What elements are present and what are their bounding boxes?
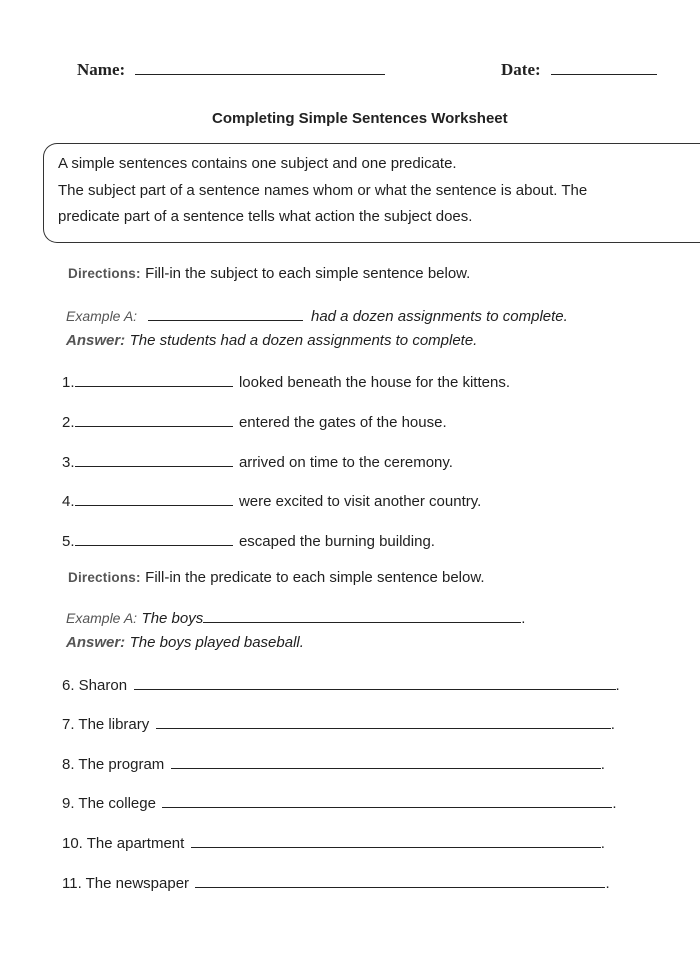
item-number: 4. xyxy=(62,493,75,510)
item-text: were excited to visit another country. xyxy=(238,493,482,510)
answer-label: Answer: xyxy=(66,634,126,651)
example-text: The boys xyxy=(141,610,204,627)
item-number: 1. xyxy=(62,374,75,391)
period: . xyxy=(600,835,605,852)
answer-text: The boys played baseball. xyxy=(129,634,304,651)
item-number: 5. xyxy=(62,533,75,550)
answer-text: The students had a dozen assignments to complete. xyxy=(129,332,478,349)
item-number: 2. xyxy=(62,414,75,431)
answer-blank[interactable] xyxy=(162,793,612,808)
period: . xyxy=(615,677,620,694)
directions-label: Directions: xyxy=(68,570,141,585)
intro-line-3: predicate part of a sentence tells what action the subject does. xyxy=(58,208,473,225)
answer-1 xyxy=(66,332,477,350)
answer-blank[interactable] xyxy=(134,675,616,690)
period: . xyxy=(612,795,617,812)
example-text: had a dozen assignments to complete. xyxy=(310,308,568,325)
list-item xyxy=(62,873,610,893)
item-text: 10. The apartment xyxy=(62,835,185,852)
answer-blank[interactable] xyxy=(75,372,233,387)
example-2 xyxy=(66,608,525,628)
answer-label: Answer: xyxy=(66,332,126,349)
list-item xyxy=(62,412,447,432)
example-blank xyxy=(203,608,521,623)
directions-label: Directions: xyxy=(68,266,141,281)
list-item xyxy=(62,372,510,392)
list-item xyxy=(62,675,620,695)
item-text: 7. The library xyxy=(62,716,150,733)
answer-blank[interactable] xyxy=(156,714,611,729)
answer-blank[interactable] xyxy=(195,873,605,888)
item-text: 11. The newspaper xyxy=(62,875,190,892)
answer-blank[interactable] xyxy=(75,412,233,427)
example-1 xyxy=(66,306,568,326)
name-blank[interactable] xyxy=(135,60,385,75)
item-text: 8. The program xyxy=(62,756,165,773)
directions-2 xyxy=(68,569,485,587)
name-label: Name: xyxy=(77,60,126,79)
directions-text: Fill-in the subject to each simple sentence below. xyxy=(145,265,471,282)
item-text: 9. The college xyxy=(62,795,156,812)
period: . xyxy=(605,875,610,892)
date-blank[interactable] xyxy=(551,60,657,75)
item-number: 3. xyxy=(62,454,75,471)
list-item xyxy=(62,491,481,511)
directions-1 xyxy=(68,265,470,283)
list-item xyxy=(62,754,605,774)
list-item xyxy=(62,793,617,813)
item-text: looked beneath the house for the kittens. xyxy=(238,374,510,391)
answer-blank[interactable] xyxy=(75,531,233,546)
item-text: entered the gates of the house. xyxy=(238,414,447,431)
name-row xyxy=(77,60,385,80)
date-label: Date: xyxy=(501,60,541,79)
answer-blank[interactable] xyxy=(75,452,233,467)
directions-text: Fill-in the predicate to each simple sentence below. xyxy=(145,569,485,586)
list-item xyxy=(62,833,605,853)
example-blank xyxy=(148,306,303,321)
answer-blank[interactable] xyxy=(171,754,601,769)
intro-line-1: A simple sentences contains one subject and one predicate. xyxy=(58,155,457,172)
example-label: Example A: xyxy=(66,308,138,324)
period: . xyxy=(521,610,526,627)
page-title: Completing Simple Sentences Worksheet xyxy=(212,110,508,127)
list-item xyxy=(62,452,453,472)
item-text: escaped the burning building. xyxy=(238,533,435,550)
list-item xyxy=(62,531,435,551)
example-label: Example A: xyxy=(66,610,138,626)
intro-line-2: The subject part of a sentence names whom or what the sentence is about. The xyxy=(58,182,588,199)
item-text: 6. Sharon xyxy=(62,677,128,694)
answer-blank[interactable] xyxy=(75,491,233,506)
answer-2 xyxy=(66,634,304,652)
period: . xyxy=(600,756,605,773)
list-item xyxy=(62,714,615,734)
date-row xyxy=(501,60,657,80)
period: . xyxy=(610,716,615,733)
item-text: arrived on time to the ceremony. xyxy=(238,454,453,471)
answer-blank[interactable] xyxy=(191,833,601,848)
